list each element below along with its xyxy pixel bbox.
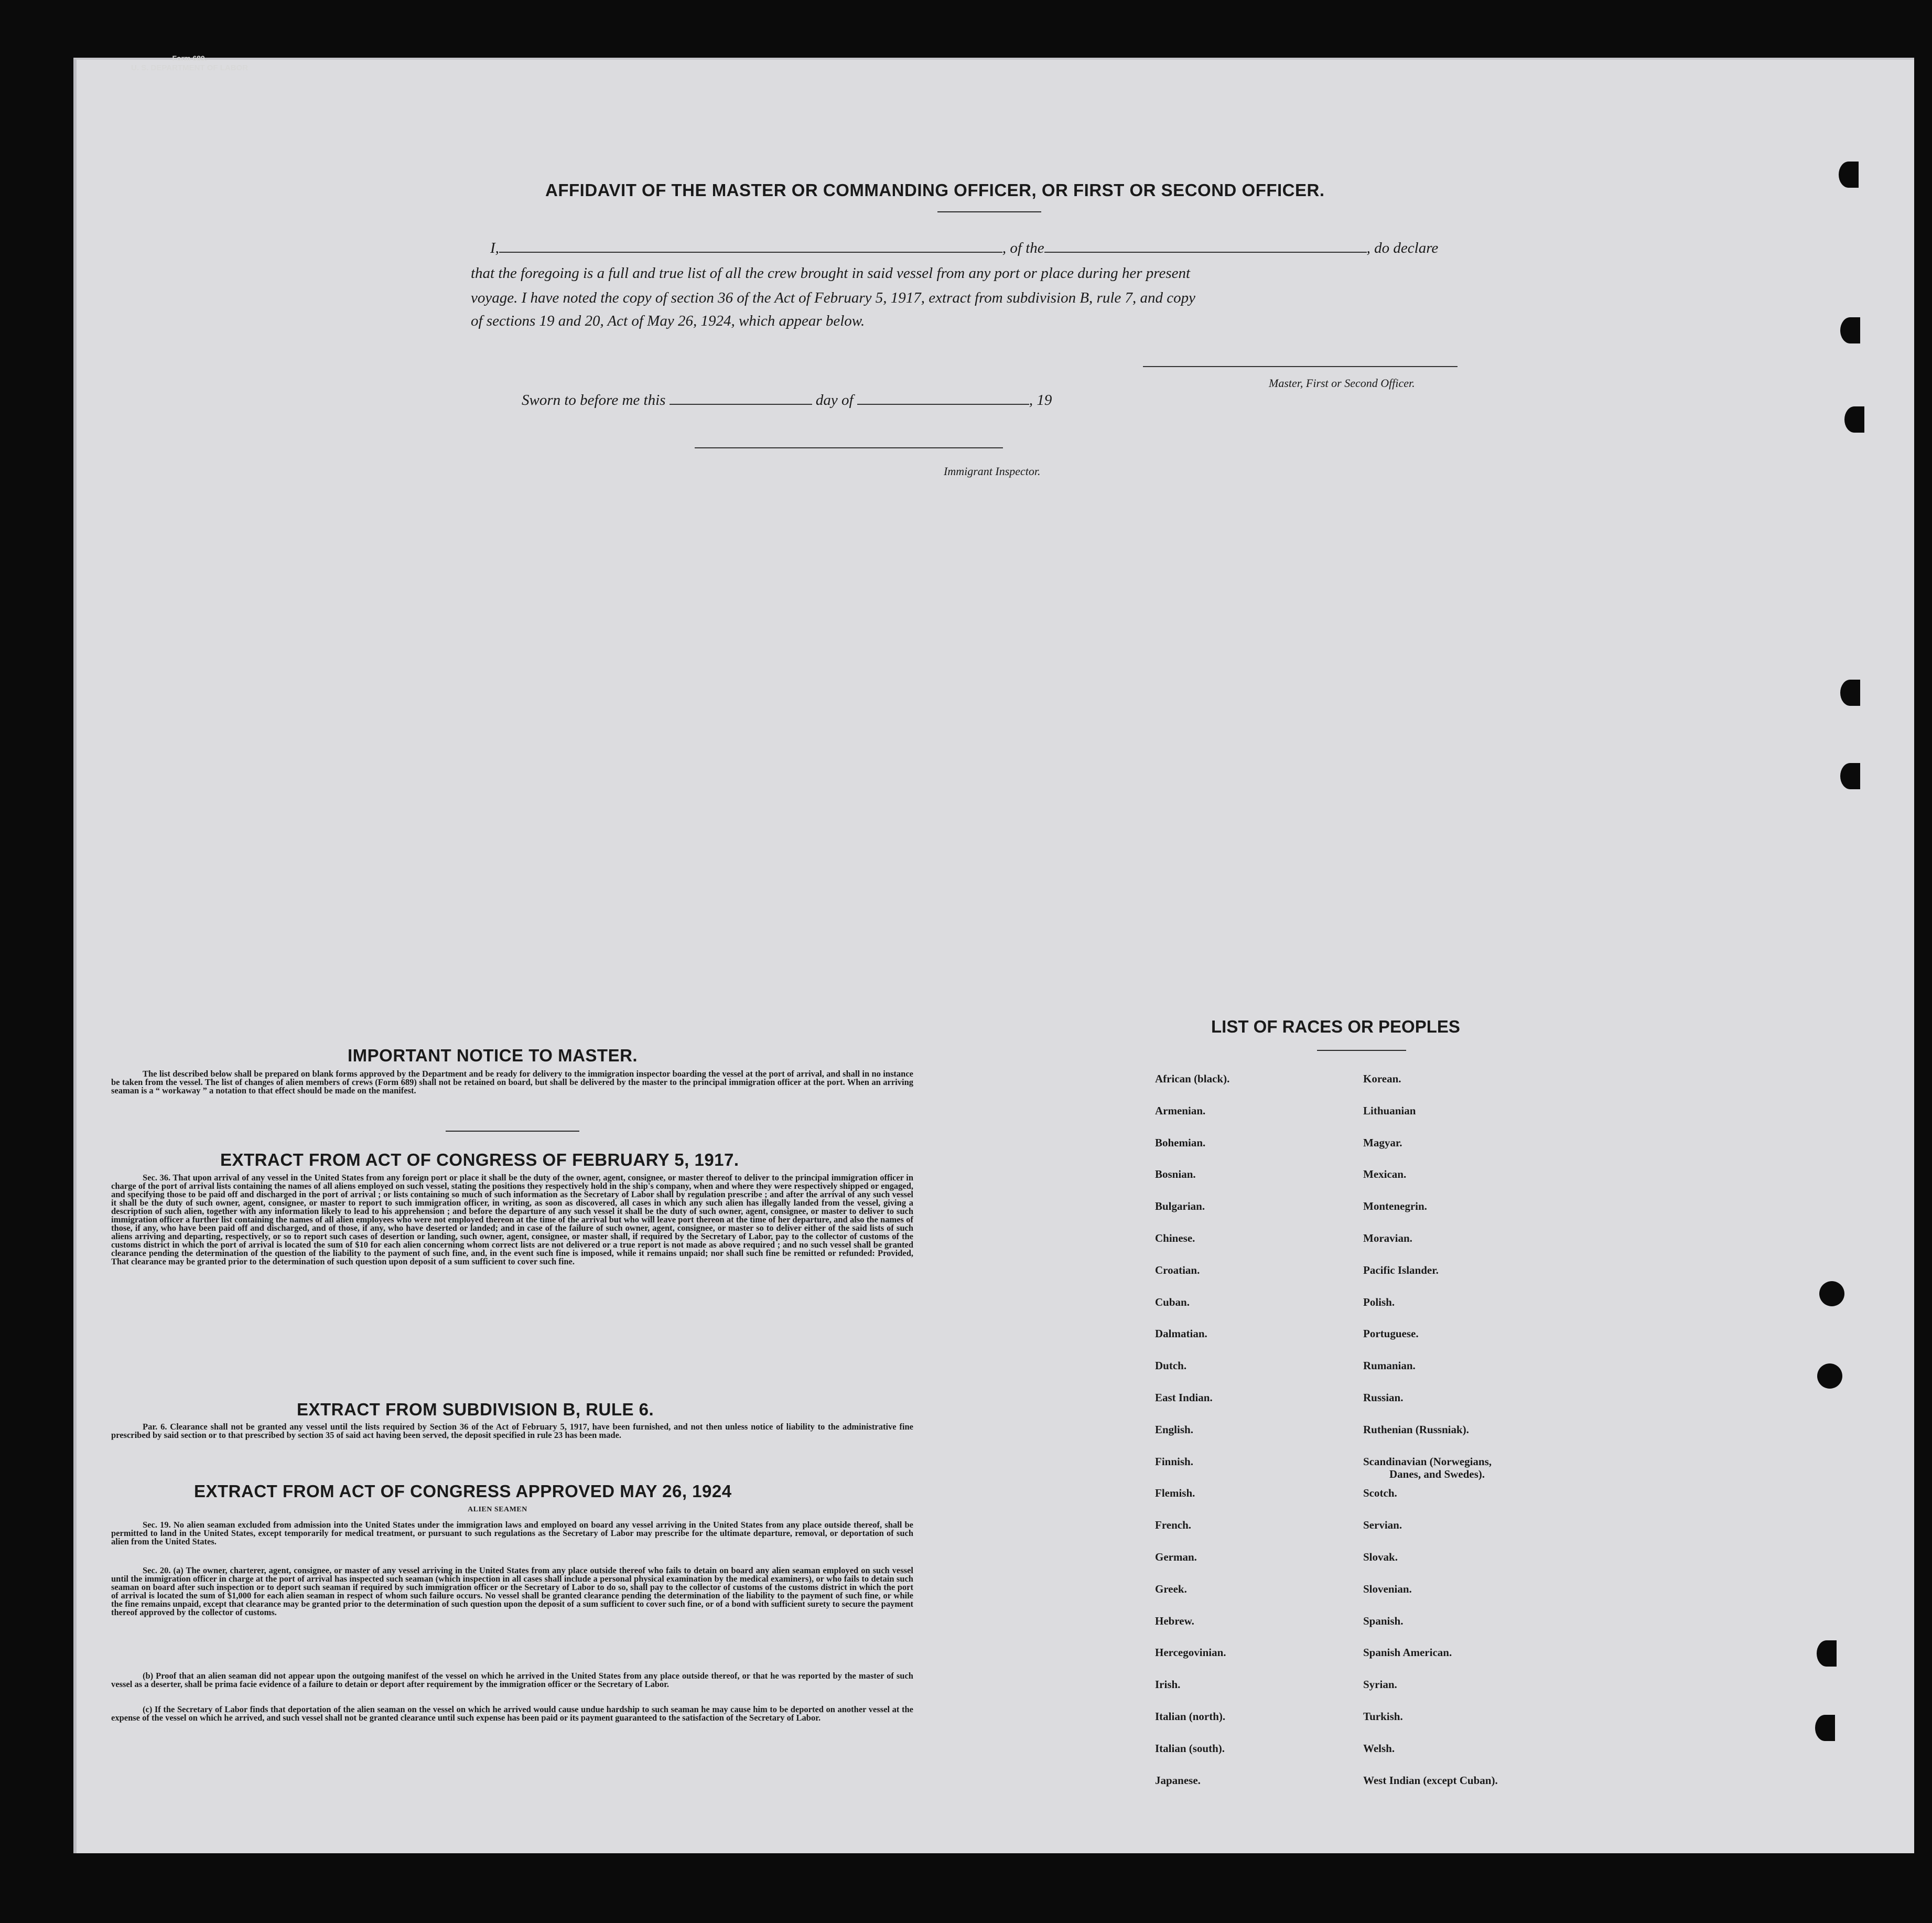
race-item: Chinese. [1155,1231,1195,1244]
race-item: French. [1155,1519,1192,1532]
race-item: Croatian. [1155,1263,1200,1276]
affidavit-declarant-line [490,240,1507,257]
race-item: Spanish. [1363,1614,1404,1627]
race-item: Cuban. [1155,1295,1190,1308]
sworn-line [522,392,1052,409]
sworn-prefix: Sworn to before me this [522,392,666,409]
affidavit-line-1: that the foregoing is a full and true list of all the crew brought in said vessel from any port or place during her present [471,265,1191,282]
race-item: Japanese. [1155,1774,1201,1787]
extract-1924-title: EXTRACT FROM ACT OF CONGRESS APPROVED MAY 26, 1924 [194,1481,732,1501]
race-item: Greek. [1155,1582,1187,1595]
race-item: Italian (north). [1155,1710,1226,1723]
affidavit-title: AFFIDAVIT OF THE MASTER OR COMMANDING OFFICER, OR FIRST OR SECOND OFFICER. [545,180,1325,200]
affidavit-line-2: voyage. I have noted the copy of section 36 of the Act of February 5, 1917, extract from subdivision B, rule 7, and copy [471,289,1196,306]
binding-hole-3 [1844,406,1864,433]
race-item: Magyar. [1363,1136,1402,1149]
sworn-day-field[interactable] [670,404,812,405]
year-prefix: , 19 [1029,392,1052,409]
race-item: Korean. [1363,1072,1401,1085]
race-item: Turkish. [1363,1710,1403,1723]
extract-1917-body: Sec. 36. That upon arrival of any vessel in the United States from any foreign port or place it shall be the duty of the owner, agent, consignee, or master thereof to deliver to the principal immigration officer in charge of the port of arrival lists containing the names of all aliens employed on such vessel, stating the positions they respectively hold in the ship's company, when and where they were respectively shipped or engaged, and specifying those to be paid off and discharged in the port of arrival ; or lists containing so much of such information as the Secretary of Labor shall by regulation prescribe ; and after the arrival of any such vessel it shall be the duty of such owner, agent, consignee, or master to report to such immigration officer, in writing, as soon as discovered, all cases in which any such alien has illegally landed from the vessel, giving a description of such alien, together with any information likely to lead to his apprehension ; and before the departure of any such vessel it shall be the duty of such owner, agent, consignee, or master to deliver to such immigration officer a further list containing the names of all alien employees who were not employed thereon at the time of the arrival but who will leave port thereon at the time of her departure, and also the names of those, if any, who have been paid off and discharged, and of those, if any, who have deserted or landed; and in case of the failure of such owner, agent, consignee, or master so to deliver either of the said lists of such aliens arriving and departing, respectively, or so to report such cases of desertion or landing, such owner, agent, consignee, or master shall, if required by the Secretary of Labor, pay to the collector of customs of the customs district in which the port of arrival is located the sum of $10 for each alien concerning whom correct lists are not delivered or a true report is not made as above required ; and no such vessel shall be granted clearance pending the determination of the question of the liability to the payment of such fine, and, in the event such fine is imposed, while it remains unpaid; nor shall such fine be remitted or refunded: Provided, That clearance may be granted prior to the determination of such question upon deposit of a sum sufficient to cover such fine. [111,1173,913,1266]
sworn-month-field[interactable] [857,404,1029,405]
race-item: Armenian. [1155,1104,1206,1117]
binding-hole-9 [1815,1715,1835,1741]
race-item: Portuguese. [1363,1327,1419,1340]
races-left-column [1155,1072,1229,1806]
race-item: Mexican. [1363,1168,1407,1181]
declarant-name-field[interactable] [499,252,1002,253]
extract-1924-sec20a: Sec. 20. (a) The owner, charterer, agent, consignee, or master of any vessel arriving in the United States from any place outside thereof who fails to detain on board any alien seaman employed on such vessel until the immigration officer in charge at the port of arrival has inspected such seaman (which inspection in all cases shall include a personal physical examination by the medical examiners), or who fails to detain such seaman on board after such inspection or to deport such seaman if required by such immigration officer or the Secretary of Labor to do so, shall pay to the collector of customs of the customs district in which the port of arrival is located the sum of $1,000 for each alien seaman in respect of whom such failure occurs. No vessel shall be granted clearance pending the determination of the liability to the payment of such fine, or while the fine remains unpaid, except that clearance may be granted prior to the determination of such question upon the deposit of a sum sufficient to cover such fine, or of a bond with sufficient surety to secure the payment thereof approved by the collector of customs. [111,1565,913,1617]
race-item: Welsh. [1363,1742,1395,1755]
subdivision-b-title: EXTRACT FROM SUBDIVISION B, RULE 6. [297,1400,654,1419]
race-item: Dutch. [1155,1359,1187,1372]
inspector-signature-field[interactable] [695,447,1003,448]
race-item: Montenegrin. [1363,1200,1427,1213]
race-item: Syrian. [1363,1678,1397,1691]
race-item: West Indian (except Cuban). [1363,1774,1498,1787]
race-item: Hebrew. [1155,1614,1194,1627]
race-item: Bosnian. [1155,1168,1196,1181]
race-item: Rumanian. [1363,1359,1416,1372]
race-item: Hercegovinian. [1155,1646,1226,1659]
race-item: African (black). [1155,1072,1230,1085]
race-item: Slovenian. [1363,1582,1412,1595]
race-item: Dalmatian. [1155,1327,1207,1340]
master-signature-field[interactable] [1143,366,1458,367]
race-item: Italian (south). [1155,1742,1225,1755]
day-of-label: day of [815,392,854,409]
race-item: Finnish. [1155,1455,1193,1468]
department-name: U. S. DEPARTMENT OF LABOR [131,63,249,72]
binding-hole-4 [1840,680,1860,706]
declarant-prefix: I, [490,240,499,256]
subdivision-b-body: Par. 6. Clearance shall not be granted any vessel until the lists required by Section 36 of the Act of February 5, 1917, have been furnished, and not then unless notice of liability to the administrative fine prescribed by said section or to that prescribed by section 35 of said act having been served, the deposit specified in rule 23 has been made. [111,1422,913,1440]
declare-suffix: , do declare [1366,240,1439,256]
extract-1924-sec20c: (c) If the Secretary of Labor finds that deportation of the alien seaman on the vessel on which he arrived would cause undue hardship to such seaman he may cause him to be deported on another vessel at the expense of the vessel on which he arrived, and such vessel shall not be granted clearance until such expense has been paid or its payment guaranteed to the satisfaction of the Secretary of Labor. [111,1704,913,1723]
binding-hole-8 [1817,1640,1837,1667]
race-item: Servian. [1363,1519,1402,1532]
race-item: German. [1155,1550,1197,1563]
extract-1924-sec20b: (b) Proof that an alien seaman did not appear upon the outgoing manifest of the vessel on which he arrived in the United States from any place outside thereof, or that he was reported by the master of such vessel as a deserter, shall be prima facie evidence of a failure to detain or deport after requirement by the immigration officer or the Secretary of Labor. [111,1671,913,1689]
races-divider [1317,1050,1406,1051]
extract-1917-title: EXTRACT FROM ACT OF CONGRESS OF FEBRUARY 5, 1917. [220,1150,739,1169]
extract-1924-sec19: Sec. 19. No alien seaman excluded from admission into the United States under the immigration laws and employed on board any vessel arriving in the United States from any place outside thereof, shall be permitted to land in the United States, except temporarily for medical treatment, or pursuant to such regulations as the Secretary of Labor may prescribe for the ultimate departure, removal, or deportation of such alien from the United States. [111,1520,913,1546]
race-item: Ruthenian (Russniak). [1363,1423,1469,1436]
race-item: Spanish American. [1363,1646,1452,1659]
races-right-column [1363,1072,1498,1806]
race-item: Irish. [1155,1678,1181,1691]
vessel-prefix: , of the [1002,240,1044,256]
affidavit-divider [937,211,1041,212]
races-title: LIST OF RACES OR PEOPLES [1211,1017,1460,1036]
extract-1924-subtitle: ALIEN SEAMEN [468,1506,527,1513]
affidavit-line-3: of sections 19 and 20, Act of May 26, 1924, which appear below. [471,313,865,329]
form-number: Form 689. [172,54,207,62]
race-item: Scotch. [1363,1487,1397,1500]
race-scandinavian-continuation: Danes, and Swedes). [1389,1468,1485,1480]
race-item: Moravian. [1363,1231,1412,1244]
binding-hole-2 [1840,317,1860,343]
race-item: Pacific Islander. [1363,1263,1439,1276]
race-item: Polish. [1363,1295,1395,1308]
binding-hole-7 [1817,1363,1842,1389]
vessel-name-field[interactable] [1044,252,1367,253]
form-header [131,54,248,73]
notice-body: The list described below shall be prepared on blank forms approved by the Department and be ready for delivery to the immigration inspector boarding the vessel at the port of arrival, and shall in no instance be taken from the vessel. The list of changes of alien members of crews (Form 689) shall not be retained on board, but shall be delivered by the master to the principal immigration officer at the port. When an arriving seaman is a “ workaway ” a notation to that effect should be made on the manifest. [111,1069,913,1095]
race-item: Lithuanian [1363,1104,1416,1117]
inspector-signature-label: Immigrant Inspector. [944,465,1041,478]
notice-title: IMPORTANT NOTICE TO MASTER. [348,1046,638,1065]
binding-hole-6 [1819,1281,1844,1306]
binding-hole-5 [1840,763,1860,789]
race-item: Flemish. [1155,1487,1195,1500]
race-item: English. [1155,1423,1193,1436]
race-item: Scandinavian (Norwegians, [1363,1455,1492,1468]
notice-divider [446,1131,579,1132]
race-item: Bulgarian. [1155,1200,1205,1213]
race-item: Slovak. [1363,1550,1398,1563]
race-item: Bohemian. [1155,1136,1206,1149]
race-item: East Indian. [1155,1391,1213,1404]
master-signature-label: Master, First or Second Officer. [1269,377,1415,390]
binding-hole-1 [1839,162,1859,188]
race-item: Russian. [1363,1391,1404,1404]
